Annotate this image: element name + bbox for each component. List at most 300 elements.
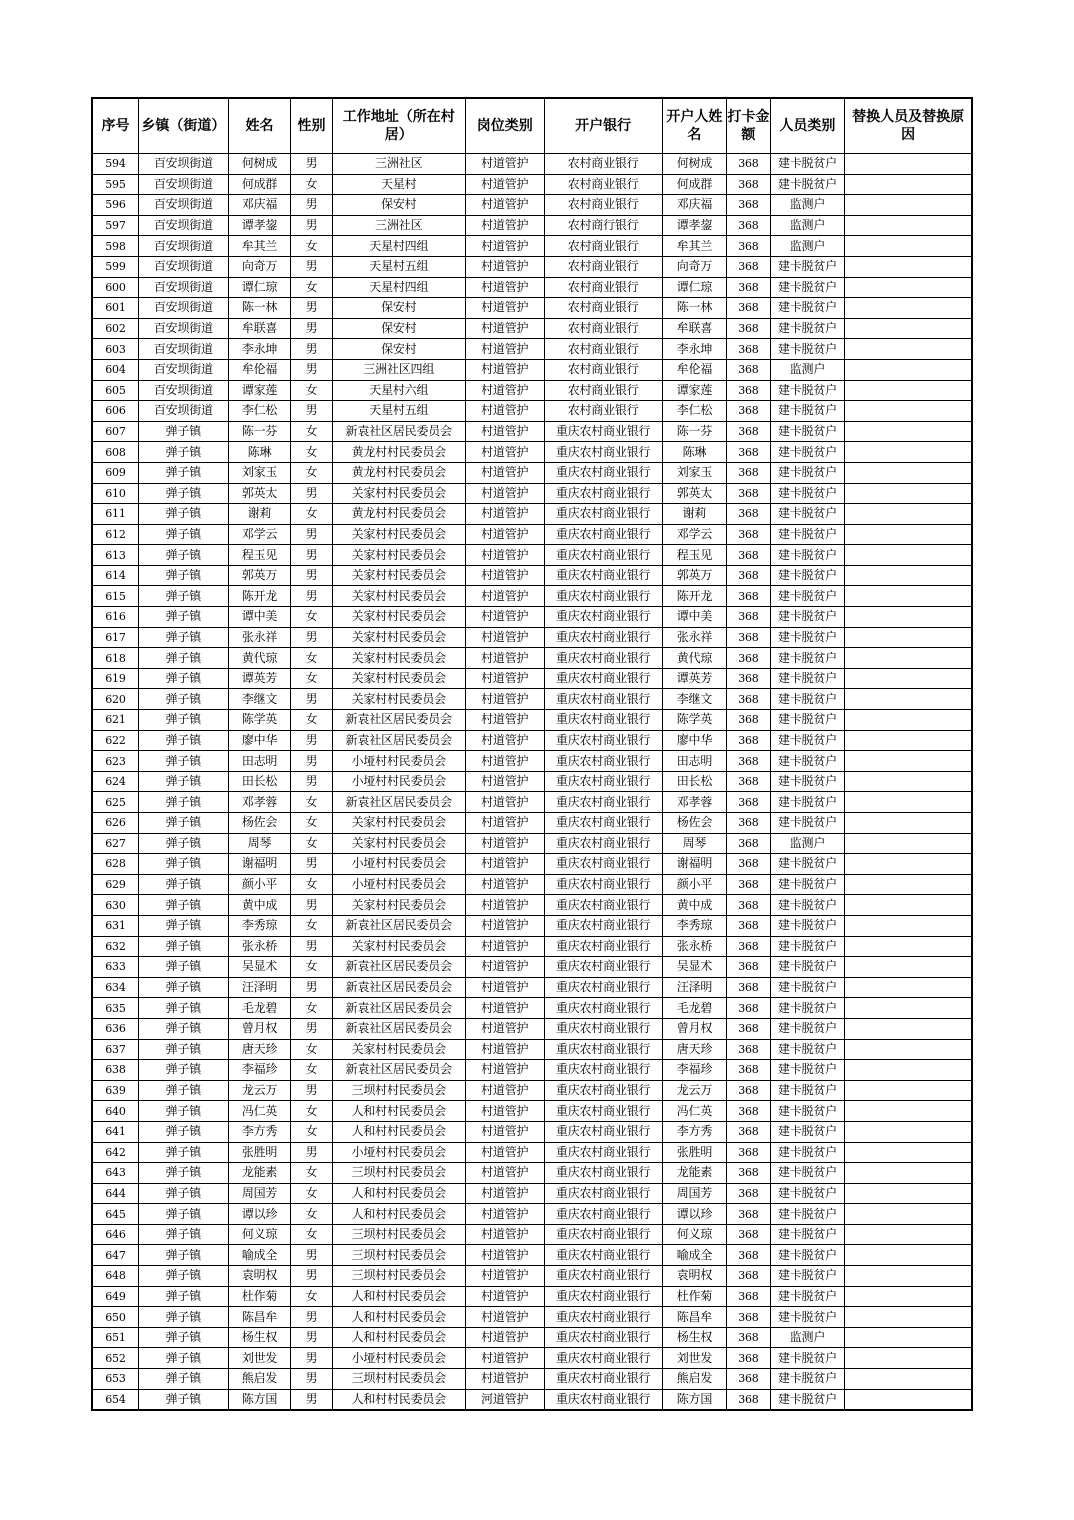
serial-cell: 636 <box>92 1018 138 1039</box>
township-cell: 百安坝街道 <box>138 380 228 401</box>
table-row <box>92 1348 972 1369</box>
address-cell: 天星村四组 <box>332 236 465 257</box>
name-cell: 谭英芳 <box>228 668 291 689</box>
name-cell: 陈开龙 <box>228 586 291 607</box>
township-cell: 百安坝街道 <box>138 154 228 175</box>
table-row <box>92 730 972 751</box>
amount-cell: 368 <box>727 915 770 936</box>
address-cell: 三坝村村民委员会 <box>332 1369 465 1390</box>
gender-cell: 女 <box>291 607 332 628</box>
bank-cell: 重庆农村商业银行 <box>544 648 662 669</box>
bank-cell: 农村商业银行 <box>544 298 662 319</box>
account-holder-cell: 廖中华 <box>662 730 727 751</box>
table-row <box>92 833 972 854</box>
table-row <box>92 359 972 380</box>
person-type-cell: 建卡脱贫户 <box>770 977 845 998</box>
table-row <box>92 895 972 916</box>
serial-cell: 640 <box>92 1101 138 1122</box>
account-holder-cell: 谭中美 <box>662 607 727 628</box>
gender-cell: 男 <box>291 565 332 586</box>
gender-cell: 男 <box>291 545 332 566</box>
township-cell: 弹子镇 <box>138 710 228 731</box>
amount-cell: 368 <box>727 462 770 483</box>
amount-cell: 368 <box>727 1060 770 1081</box>
table-row <box>92 977 972 998</box>
account-holder-cell: 黄代琼 <box>662 648 727 669</box>
post-type-cell: 村道管护 <box>465 1245 544 1266</box>
replacement-cell <box>845 359 972 380</box>
table-row <box>92 256 972 277</box>
township-cell: 弹子镇 <box>138 1245 228 1266</box>
name-cell: 郭英万 <box>228 565 291 586</box>
township-cell: 弹子镇 <box>138 915 228 936</box>
township-cell: 弹子镇 <box>138 813 228 834</box>
gender-cell: 女 <box>291 957 332 978</box>
name-cell: 周琴 <box>228 833 291 854</box>
post-type-cell: 村道管护 <box>465 154 544 175</box>
account-holder-cell: 袁明权 <box>662 1266 727 1287</box>
table-row <box>92 854 972 875</box>
amount-cell: 368 <box>727 854 770 875</box>
address-cell: 三坝村村民委员会 <box>332 1163 465 1184</box>
replacement-cell <box>845 1224 972 1245</box>
replacement-cell <box>845 174 972 195</box>
account-holder-cell: 刘家玉 <box>662 462 727 483</box>
township-cell: 弹子镇 <box>138 771 228 792</box>
post-type-cell: 河道管护 <box>465 1389 544 1410</box>
post-type-cell: 村道管护 <box>465 586 544 607</box>
gender-cell: 女 <box>291 1286 332 1307</box>
address-cell: 新袁社区居民委员会 <box>332 998 465 1019</box>
amount-cell: 368 <box>727 1224 770 1245</box>
serial-cell: 641 <box>92 1121 138 1142</box>
name-cell: 牟其兰 <box>228 236 291 257</box>
township-cell: 弹子镇 <box>138 1224 228 1245</box>
person-type-cell: 建卡脱贫户 <box>770 607 845 628</box>
amount-cell: 368 <box>727 668 770 689</box>
township-cell: 弹子镇 <box>138 1080 228 1101</box>
amount-cell: 368 <box>727 586 770 607</box>
township-cell: 弹子镇 <box>138 1163 228 1184</box>
table-row <box>92 710 972 731</box>
bank-cell: 重庆农村商业银行 <box>544 833 662 854</box>
replacement-cell <box>845 915 972 936</box>
name-cell: 张永祥 <box>228 627 291 648</box>
amount-cell: 368 <box>727 504 770 525</box>
account-holder-cell: 喻成全 <box>662 1245 727 1266</box>
bank-cell: 农村商业银行 <box>544 277 662 298</box>
person-type-cell: 建卡脱贫户 <box>770 895 845 916</box>
bank-cell: 农村商业银行 <box>544 339 662 360</box>
account-holder-cell: 谢莉 <box>662 504 727 525</box>
table-row <box>92 1245 972 1266</box>
table-row <box>92 1039 972 1060</box>
address-cell: 三坝村村民委员会 <box>332 1245 465 1266</box>
post-type-cell: 村道管护 <box>465 462 544 483</box>
person-type-cell: 监测户 <box>770 359 845 380</box>
col-header-amount: 打卡金额 <box>727 98 770 154</box>
person-type-cell: 建卡脱贫户 <box>770 1060 845 1081</box>
gender-cell: 男 <box>291 1327 332 1348</box>
township-cell: 弹子镇 <box>138 833 228 854</box>
township-cell: 百安坝街道 <box>138 298 228 319</box>
gender-cell: 男 <box>291 256 332 277</box>
gender-cell: 女 <box>291 421 332 442</box>
post-type-cell: 村道管护 <box>465 1224 544 1245</box>
post-type-cell: 村道管护 <box>465 813 544 834</box>
name-cell: 邓孝蓉 <box>228 792 291 813</box>
address-cell: 小垭村村民委员会 <box>332 854 465 875</box>
name-cell: 谭中美 <box>228 607 291 628</box>
address-cell: 新袁社区居民委员会 <box>332 710 465 731</box>
township-cell: 弹子镇 <box>138 730 228 751</box>
amount-cell: 368 <box>727 957 770 978</box>
gender-cell: 男 <box>291 1245 332 1266</box>
bank-cell: 重庆农村商业银行 <box>544 483 662 504</box>
post-type-cell: 村道管护 <box>465 854 544 875</box>
table-row <box>92 1018 972 1039</box>
account-holder-cell: 谭孝鋆 <box>662 215 727 236</box>
township-cell: 弹子镇 <box>138 854 228 875</box>
township-cell: 弹子镇 <box>138 1142 228 1163</box>
table-row <box>92 215 972 236</box>
township-cell: 百安坝街道 <box>138 318 228 339</box>
amount-cell: 368 <box>727 195 770 216</box>
amount-cell: 368 <box>727 380 770 401</box>
replacement-cell <box>845 874 972 895</box>
amount-cell: 368 <box>727 277 770 298</box>
address-cell: 小垭村村民委员会 <box>332 771 465 792</box>
bank-cell: 重庆农村商业银行 <box>544 1183 662 1204</box>
person-type-cell: 建卡脱贫户 <box>770 1121 845 1142</box>
col-header-name: 姓名 <box>228 98 291 154</box>
address-cell: 新袁社区居民委员会 <box>332 977 465 998</box>
serial-cell: 625 <box>92 792 138 813</box>
township-cell: 弹子镇 <box>138 1121 228 1142</box>
account-holder-cell: 杜作菊 <box>662 1286 727 1307</box>
amount-cell: 368 <box>727 1389 770 1410</box>
table-row <box>92 483 972 504</box>
address-cell: 天星村五组 <box>332 256 465 277</box>
serial-cell: 654 <box>92 1389 138 1410</box>
township-cell: 弹子镇 <box>138 442 228 463</box>
bank-cell: 重庆农村商业银行 <box>544 462 662 483</box>
amount-cell: 368 <box>727 565 770 586</box>
township-cell: 弹子镇 <box>138 792 228 813</box>
serial-cell: 608 <box>92 442 138 463</box>
name-cell: 曾月权 <box>228 1018 291 1039</box>
replacement-cell <box>845 1142 972 1163</box>
person-type-cell: 建卡脱贫户 <box>770 1101 845 1122</box>
bank-cell: 重庆农村商业银行 <box>544 936 662 957</box>
township-cell: 弹子镇 <box>138 1183 228 1204</box>
serial-cell: 619 <box>92 668 138 689</box>
bank-cell: 重庆农村商业银行 <box>544 854 662 875</box>
amount-cell: 368 <box>727 359 770 380</box>
replacement-cell <box>845 154 972 175</box>
post-type-cell: 村道管护 <box>465 1018 544 1039</box>
bank-cell: 农村商业银行 <box>544 401 662 422</box>
address-cell: 三洲社区 <box>332 154 465 175</box>
replacement-cell <box>845 483 972 504</box>
person-type-cell: 建卡脱贫户 <box>770 710 845 731</box>
gender-cell: 女 <box>291 462 332 483</box>
replacement-cell <box>845 1101 972 1122</box>
post-type-cell: 村道管护 <box>465 1307 544 1328</box>
account-holder-cell: 张永祥 <box>662 627 727 648</box>
table-row <box>92 1101 972 1122</box>
col-header-post-type: 岗位类别 <box>465 98 544 154</box>
gender-cell: 男 <box>291 689 332 710</box>
name-cell: 熊启发 <box>228 1369 291 1390</box>
township-cell: 百安坝街道 <box>138 174 228 195</box>
col-header-replacement: 替换人员及替换原因 <box>845 98 972 154</box>
replacement-cell <box>845 318 972 339</box>
name-cell: 李永坤 <box>228 339 291 360</box>
township-cell: 弹子镇 <box>138 668 228 689</box>
person-type-cell: 建卡脱贫户 <box>770 1183 845 1204</box>
account-holder-cell: 谭以珍 <box>662 1204 727 1225</box>
table-row <box>92 792 972 813</box>
col-header-gender: 性别 <box>291 98 332 154</box>
account-holder-cell: 毛龙碧 <box>662 998 727 1019</box>
post-type-cell: 村道管护 <box>465 1101 544 1122</box>
name-cell: 谢莉 <box>228 504 291 525</box>
account-holder-cell: 田长松 <box>662 771 727 792</box>
address-cell: 新袁社区居民委员会 <box>332 957 465 978</box>
bank-cell: 农村商业银行 <box>544 154 662 175</box>
name-cell: 喻成全 <box>228 1245 291 1266</box>
township-cell: 弹子镇 <box>138 1286 228 1307</box>
account-holder-cell: 杨生权 <box>662 1327 727 1348</box>
name-cell: 陈一林 <box>228 298 291 319</box>
post-type-cell: 村道管护 <box>465 298 544 319</box>
replacement-cell <box>845 730 972 751</box>
table-row <box>92 442 972 463</box>
replacement-cell <box>845 648 972 669</box>
bank-cell: 重庆农村商业银行 <box>544 607 662 628</box>
replacement-cell <box>845 627 972 648</box>
table-row <box>92 751 972 772</box>
township-cell: 弹子镇 <box>138 751 228 772</box>
bank-cell: 重庆农村商业银行 <box>544 668 662 689</box>
account-holder-cell: 唐天珍 <box>662 1039 727 1060</box>
serial-cell: 646 <box>92 1224 138 1245</box>
township-cell: 弹子镇 <box>138 1327 228 1348</box>
address-cell: 人和村村民委员会 <box>332 1286 465 1307</box>
post-type-cell: 村道管护 <box>465 318 544 339</box>
table-row <box>92 957 972 978</box>
account-holder-cell: 龙能素 <box>662 1163 727 1184</box>
person-type-cell: 建卡脱贫户 <box>770 1142 845 1163</box>
gender-cell: 女 <box>291 1183 332 1204</box>
address-cell: 三坝村村民委员会 <box>332 1080 465 1101</box>
bank-cell: 农村商业银行 <box>544 359 662 380</box>
amount-cell: 368 <box>727 627 770 648</box>
person-type-cell: 建卡脱贫户 <box>770 915 845 936</box>
post-type-cell: 村道管护 <box>465 833 544 854</box>
person-type-cell: 建卡脱贫户 <box>770 524 845 545</box>
gender-cell: 女 <box>291 813 332 834</box>
name-cell: 张永桥 <box>228 936 291 957</box>
person-type-cell: 建卡脱贫户 <box>770 565 845 586</box>
account-holder-cell: 周国芳 <box>662 1183 727 1204</box>
person-type-cell: 建卡脱贫户 <box>770 339 845 360</box>
account-holder-cell: 刘世发 <box>662 1348 727 1369</box>
address-cell: 人和村村民委员会 <box>332 1327 465 1348</box>
gender-cell: 女 <box>291 668 332 689</box>
serial-cell: 637 <box>92 1039 138 1060</box>
table-row <box>92 421 972 442</box>
account-holder-cell: 张胜明 <box>662 1142 727 1163</box>
amount-cell: 368 <box>727 1018 770 1039</box>
address-cell: 黄龙村村民委员会 <box>332 504 465 525</box>
bank-cell: 重庆农村商业银行 <box>544 1142 662 1163</box>
table-row <box>92 1121 972 1142</box>
name-cell: 黄中成 <box>228 895 291 916</box>
bank-cell: 重庆农村商业银行 <box>544 504 662 525</box>
serial-cell: 649 <box>92 1286 138 1307</box>
name-cell: 周国芳 <box>228 1183 291 1204</box>
amount-cell: 368 <box>727 421 770 442</box>
serial-cell: 604 <box>92 359 138 380</box>
name-cell: 杨佐会 <box>228 813 291 834</box>
person-type-cell: 建卡脱贫户 <box>770 154 845 175</box>
replacement-cell <box>845 792 972 813</box>
table-row <box>92 380 972 401</box>
serial-cell: 653 <box>92 1369 138 1390</box>
name-cell: 邓庆福 <box>228 195 291 216</box>
table-row <box>92 1163 972 1184</box>
amount-cell: 368 <box>727 442 770 463</box>
header-row <box>92 98 972 154</box>
post-type-cell: 村道管护 <box>465 751 544 772</box>
account-holder-cell: 黄中成 <box>662 895 727 916</box>
account-holder-cell: 冯仁英 <box>662 1101 727 1122</box>
serial-cell: 652 <box>92 1348 138 1369</box>
gender-cell: 男 <box>291 1266 332 1287</box>
serial-cell: 620 <box>92 689 138 710</box>
gender-cell: 男 <box>291 154 332 175</box>
bank-cell: 重庆农村商业银行 <box>544 977 662 998</box>
serial-cell: 643 <box>92 1163 138 1184</box>
address-cell: 关家村村民委员会 <box>332 833 465 854</box>
bank-cell: 重庆农村商业银行 <box>544 1101 662 1122</box>
name-cell: 陈学英 <box>228 710 291 731</box>
gender-cell: 女 <box>291 998 332 1019</box>
account-holder-cell: 陈琳 <box>662 442 727 463</box>
serial-cell: 618 <box>92 648 138 669</box>
address-cell: 小垭村村民委员会 <box>332 751 465 772</box>
township-cell: 弹子镇 <box>138 1204 228 1225</box>
post-type-cell: 村道管护 <box>465 1080 544 1101</box>
replacement-cell <box>845 1307 972 1328</box>
post-type-cell: 村道管护 <box>465 545 544 566</box>
amount-cell: 368 <box>727 1245 770 1266</box>
gender-cell: 男 <box>291 1389 332 1410</box>
roster-table <box>91 97 973 1411</box>
bank-cell: 重庆农村商业银行 <box>544 1369 662 1390</box>
post-type-cell: 村道管护 <box>465 957 544 978</box>
bank-cell: 重庆农村商业银行 <box>544 1163 662 1184</box>
amount-cell: 368 <box>727 792 770 813</box>
account-holder-cell: 谭英芳 <box>662 668 727 689</box>
person-type-cell: 建卡脱贫户 <box>770 1039 845 1060</box>
address-cell: 天星村四组 <box>332 277 465 298</box>
table-row <box>92 236 972 257</box>
account-holder-cell: 向奇万 <box>662 256 727 277</box>
post-type-cell: 村道管护 <box>465 874 544 895</box>
township-cell: 弹子镇 <box>138 1060 228 1081</box>
replacement-cell <box>845 545 972 566</box>
township-cell: 弹子镇 <box>138 483 228 504</box>
address-cell: 新袁社区居民委员会 <box>332 730 465 751</box>
account-holder-cell: 陈昌牟 <box>662 1307 727 1328</box>
gender-cell: 男 <box>291 977 332 998</box>
account-holder-cell: 杨佐会 <box>662 813 727 834</box>
name-cell: 李秀琼 <box>228 915 291 936</box>
amount-cell: 368 <box>727 483 770 504</box>
post-type-cell: 村道管护 <box>465 483 544 504</box>
address-cell: 关家村村民委员会 <box>332 524 465 545</box>
gender-cell: 男 <box>291 730 332 751</box>
serial-cell: 634 <box>92 977 138 998</box>
replacement-cell <box>845 524 972 545</box>
gender-cell: 男 <box>291 936 332 957</box>
name-cell: 邓学云 <box>228 524 291 545</box>
gender-cell: 男 <box>291 586 332 607</box>
serial-cell: 601 <box>92 298 138 319</box>
amount-cell: 368 <box>727 298 770 319</box>
post-type-cell: 村道管护 <box>465 504 544 525</box>
serial-cell: 639 <box>92 1080 138 1101</box>
amount-cell: 368 <box>727 1183 770 1204</box>
table-row <box>92 915 972 936</box>
table-row <box>92 998 972 1019</box>
gender-cell: 男 <box>291 1369 332 1390</box>
replacement-cell <box>845 1389 972 1410</box>
person-type-cell: 建卡脱贫户 <box>770 1307 845 1328</box>
gender-cell: 女 <box>291 174 332 195</box>
table-row <box>92 1266 972 1287</box>
col-header-account-holder: 开户人姓名 <box>662 98 727 154</box>
serial-cell: 629 <box>92 874 138 895</box>
township-cell: 弹子镇 <box>138 998 228 1019</box>
table-row <box>92 1204 972 1225</box>
amount-cell: 368 <box>727 401 770 422</box>
serial-cell: 615 <box>92 586 138 607</box>
name-cell: 程玉见 <box>228 545 291 566</box>
col-header-township: 乡镇（街道） <box>138 98 228 154</box>
address-cell: 天星村五组 <box>332 401 465 422</box>
bank-cell: 重庆农村商业银行 <box>544 442 662 463</box>
post-type-cell: 村道管护 <box>465 792 544 813</box>
gender-cell: 女 <box>291 236 332 257</box>
person-type-cell: 建卡脱贫户 <box>770 483 845 504</box>
replacement-cell <box>845 236 972 257</box>
table-row <box>92 1060 972 1081</box>
name-cell: 李仁松 <box>228 401 291 422</box>
address-cell: 三洲社区四组 <box>332 359 465 380</box>
post-type-cell: 村道管护 <box>465 1183 544 1204</box>
bank-cell: 农村商行银行 <box>544 215 662 236</box>
replacement-cell <box>845 936 972 957</box>
replacement-cell <box>845 833 972 854</box>
amount-cell: 368 <box>727 813 770 834</box>
person-type-cell: 建卡脱贫户 <box>770 277 845 298</box>
person-type-cell: 建卡脱贫户 <box>770 298 845 319</box>
post-type-cell: 村道管护 <box>465 710 544 731</box>
